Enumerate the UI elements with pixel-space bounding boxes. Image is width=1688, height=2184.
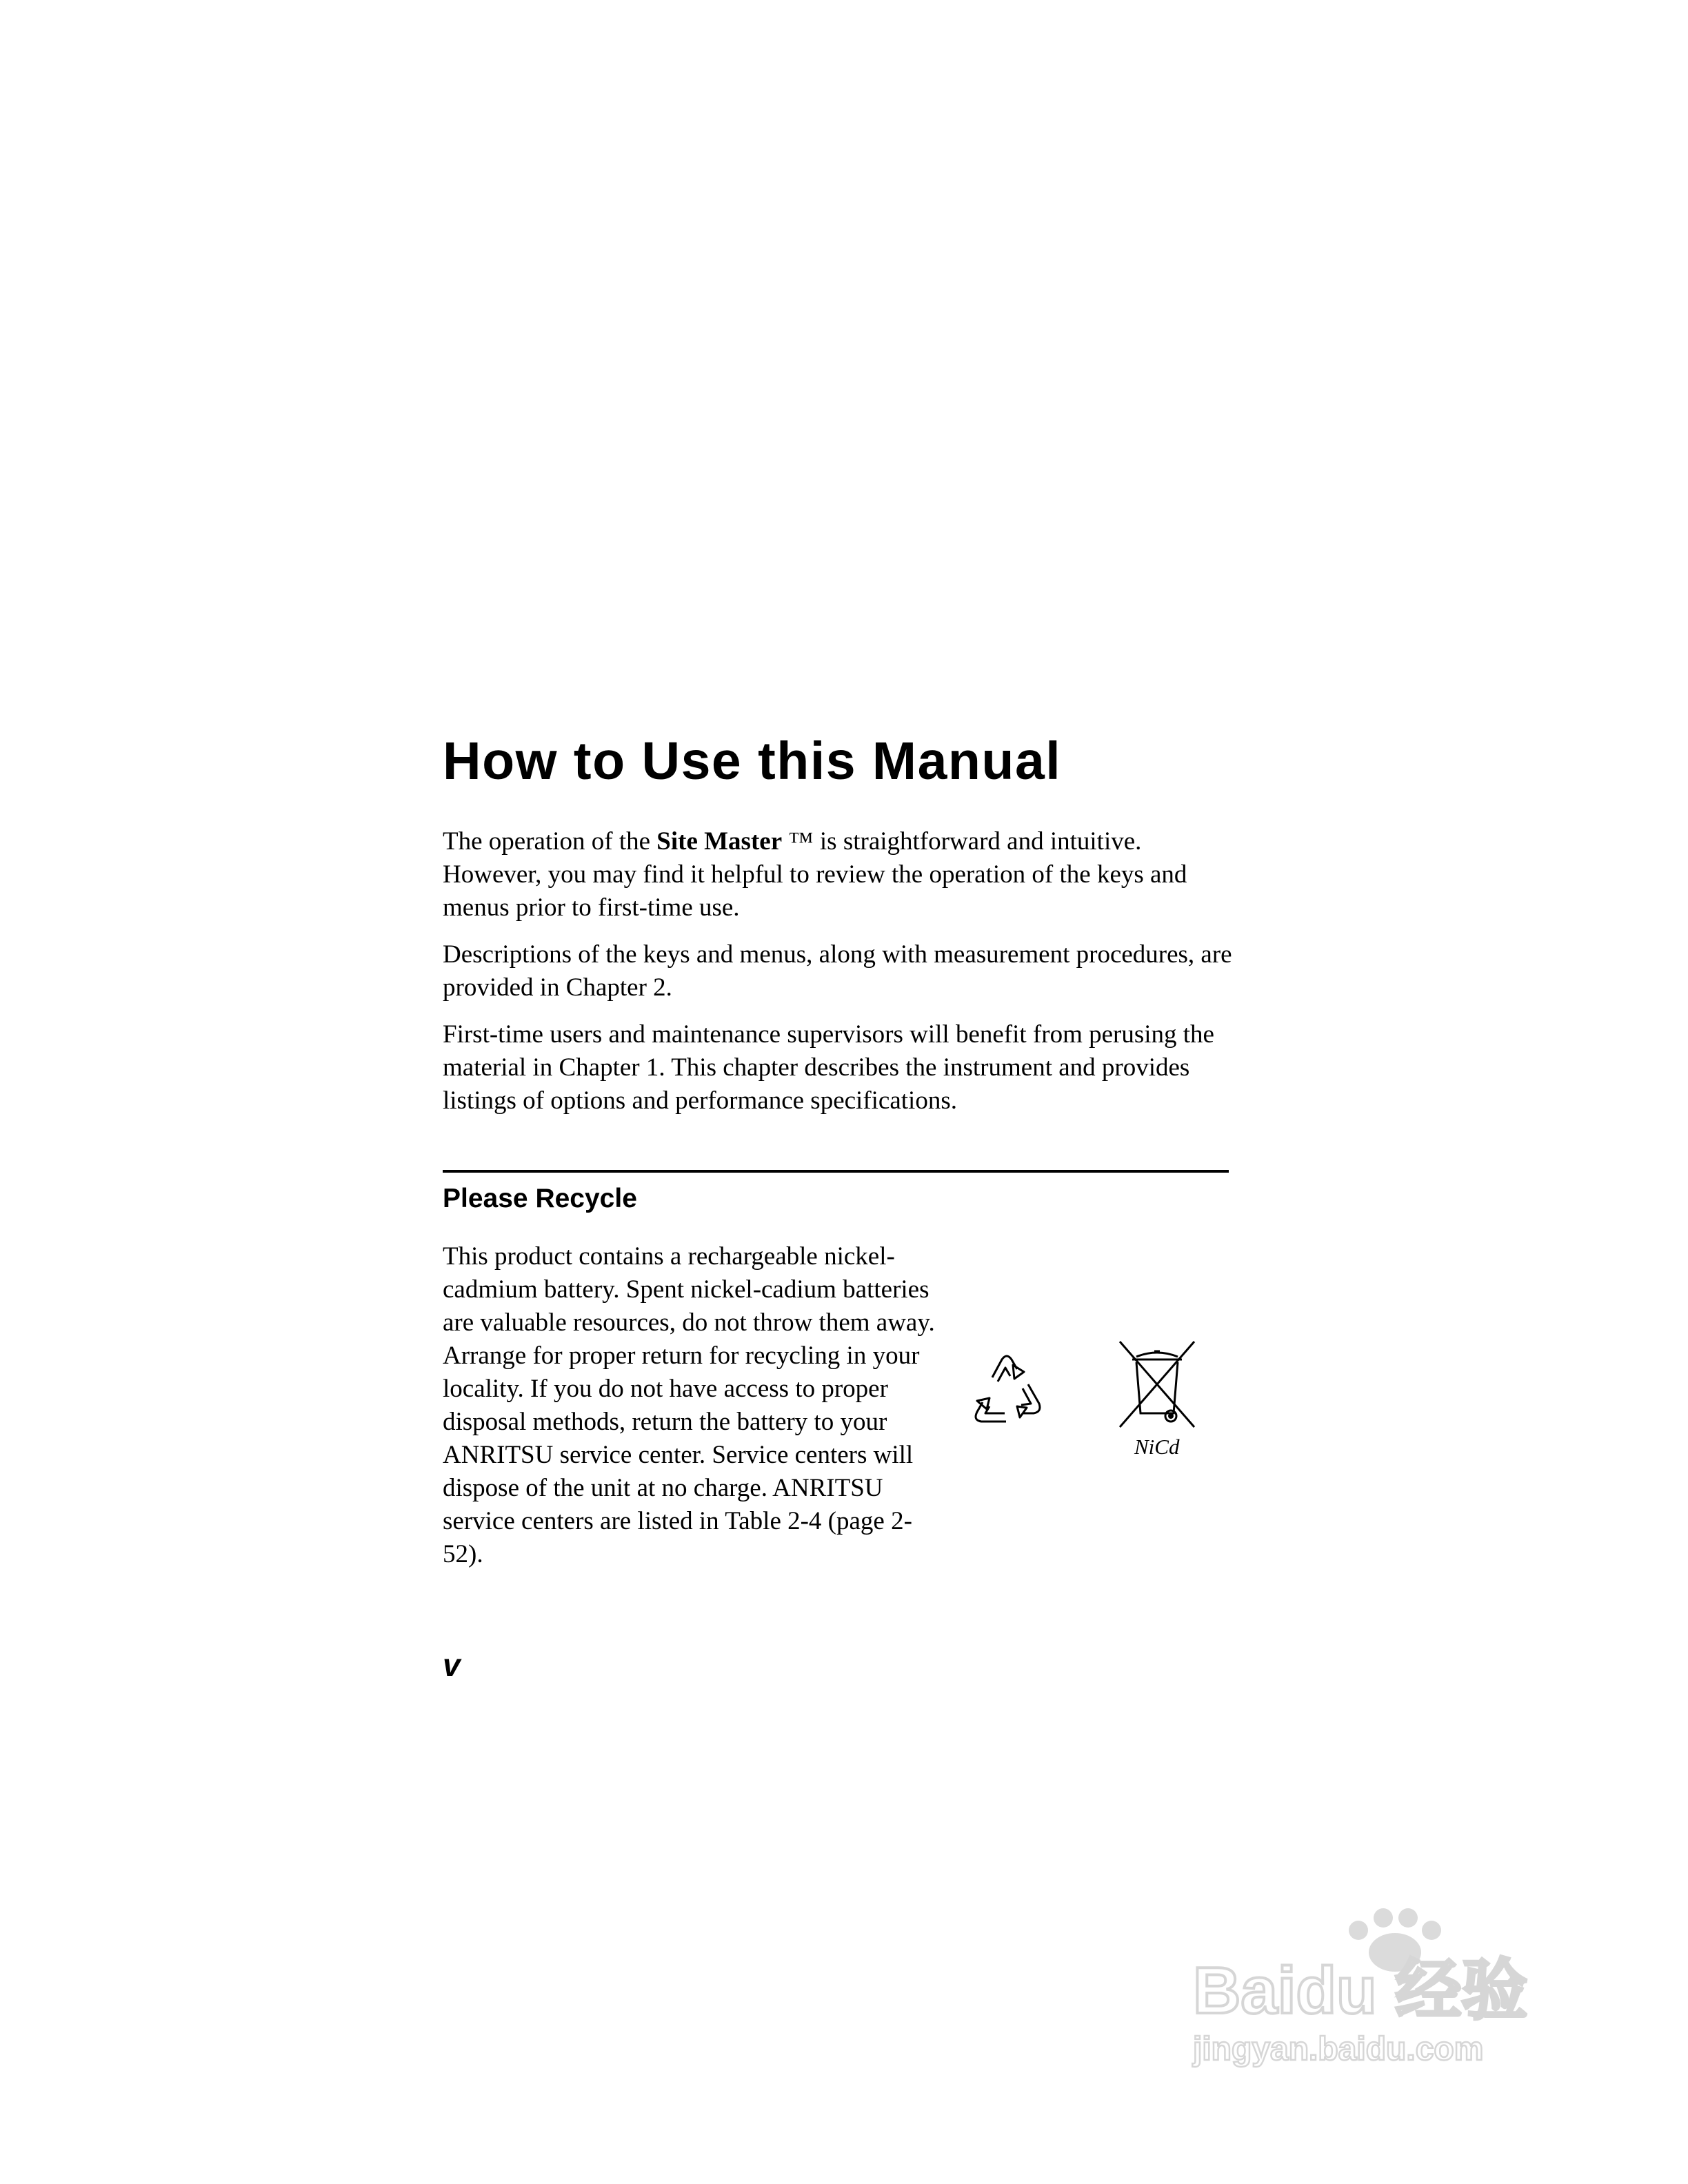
recycle-heading: Please Recycle [443, 1184, 637, 1213]
intro-text-end: ™ is straightforward and intuitive. However, you may find it helpful to review the operation of the keys and menus prior to first-time use. [443, 827, 1187, 922]
baidu-watermark-logo [1186, 1903, 1572, 2075]
intro-paragraph-1 [443, 825, 1243, 924]
recycle-text: This product contains a rechargeable nickel-cadmium battery. Spent nickel-cadium batteries are valuable resources, do not throw them away. Arrange for proper return for recycling in your locality. If you do not have access to proper disposal methods, return the battery to your ANRITSU service center. Service centers will dispose of the unit at no charge. ANRITSU service centers are listed in Table 2-4 (page 2-52). [443, 1242, 935, 1568]
intro-text-start: The operation of the [443, 827, 657, 856]
product-name: Site Master [656, 827, 783, 856]
recycle-icon [962, 1344, 1052, 1434]
intro-paragraph-2: Descriptions of the keys and menus, along with measurement procedures, are provided in Chapter 2. [443, 940, 1232, 1002]
intro-paragraph-3: First-time users and maintenance supervisors will benefit from perusing the material in Chapter 1. This chapter describes the instrument and provides listings of options and performance specifications. [443, 1020, 1214, 1115]
page-number: v [443, 1647, 461, 1683]
crossed-out-bin-icon [1116, 1336, 1198, 1433]
watermark-url: jingyan.baidu.com [1193, 2031, 1484, 2067]
watermark-logo-text: Baidu 经验 [1193, 1954, 1528, 2028]
page-title: How to Use this Manual [443, 731, 1062, 791]
section-divider [443, 1170, 1229, 1173]
nicd-label: NiCd [1134, 1435, 1180, 1459]
intro-section [443, 825, 1243, 1131]
